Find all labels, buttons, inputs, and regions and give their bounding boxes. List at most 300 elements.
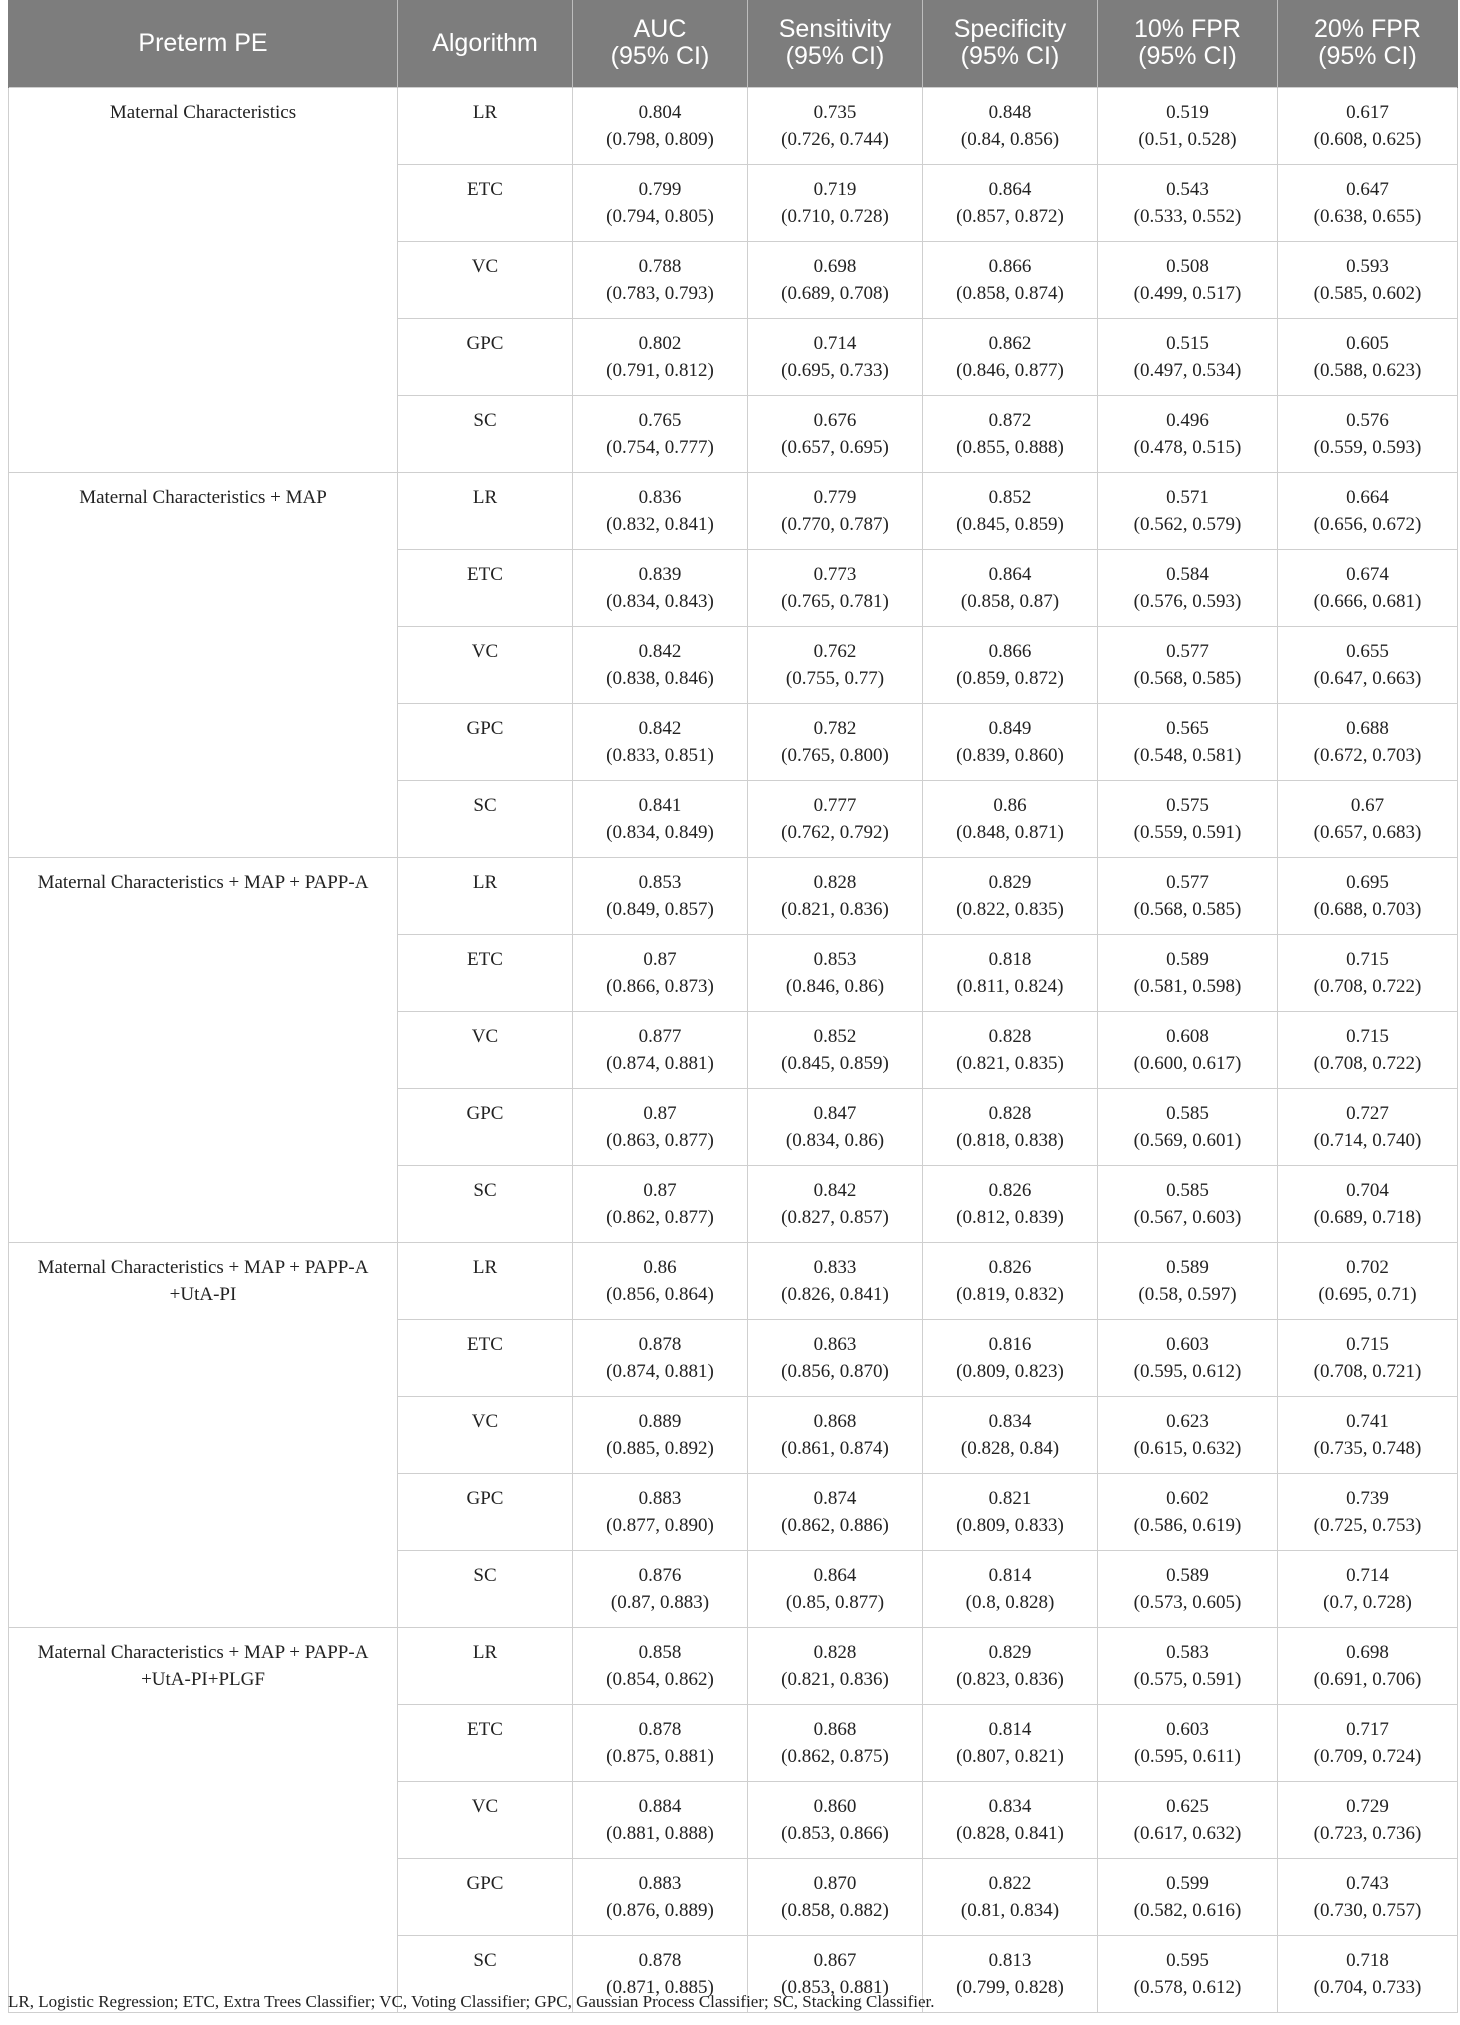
estimate-value: 0.836 (638, 486, 682, 508)
algorithm-cell: LR (398, 1242, 573, 1319)
confidence-interval: (0.848, 0.871) (956, 821, 1064, 843)
estimate-value: 0.565 (1166, 717, 1209, 739)
confidence-interval: (0.85, 0.877) (785, 1591, 885, 1613)
confidence-interval: (0.839, 0.860) (956, 744, 1064, 766)
confidence-interval: (0.871, 0.885) (606, 1976, 714, 1998)
estimate-value: 0.779 (813, 486, 857, 508)
confidence-interval: (0.576, 0.593) (1133, 590, 1242, 612)
estimate-value: 0.860 (813, 1795, 857, 1817)
confidence-interval: (0.656, 0.672) (1313, 513, 1422, 535)
confidence-interval: (0.478, 0.515) (1133, 436, 1242, 458)
confidence-interval: (0.858, 0.87) (960, 590, 1060, 612)
estimate-value: 0.849 (988, 717, 1032, 739)
algorithm-cell: ETC (398, 1704, 573, 1781)
sensitivity-cell (748, 164, 923, 241)
auc-cell (573, 1088, 748, 1165)
estimate-value: 0.816 (988, 1333, 1032, 1355)
confidence-interval: (0.828, 0.841) (956, 1822, 1064, 1844)
fpr-20-cell (1278, 164, 1458, 241)
algorithm-cell: VC (398, 1781, 573, 1858)
specificity-cell (923, 1704, 1098, 1781)
estimate-value: 0.868 (813, 1410, 857, 1432)
confidence-interval: (0.799, 0.828) (956, 1976, 1064, 1998)
estimate-value: 0.575 (1166, 794, 1209, 816)
estimate-value: 0.739 (1346, 1487, 1389, 1509)
auc-cell (573, 1165, 748, 1242)
estimate-value: 0.866 (988, 640, 1032, 662)
fpr-20-cell (1278, 1396, 1458, 1473)
confidence-interval: (0.855, 0.888) (956, 436, 1064, 458)
group-label-line: Maternal Characteristics + MAP + PAPP-A (37, 1641, 369, 1663)
auc-cell (573, 241, 748, 318)
confidence-interval: (0.834, 0.843) (606, 590, 714, 612)
header-20-fpr: 20% FPR (95% CI) (1278, 0, 1458, 87)
group-label-line: Maternal Characteristics + MAP + PAPP-A (37, 871, 369, 893)
confidence-interval: (0.708, 0.721) (1313, 1360, 1422, 1382)
confidence-interval: (0.885, 0.892) (606, 1437, 714, 1459)
sensitivity-cell (748, 395, 923, 472)
table-row (9, 857, 1458, 934)
estimate-value: 0.715 (1346, 1025, 1389, 1047)
estimate-value: 0.842 (813, 1179, 857, 1201)
confidence-interval: (0.559, 0.593) (1313, 436, 1422, 458)
auc-cell (573, 1704, 748, 1781)
confidence-interval: (0.854, 0.862) (606, 1668, 714, 1690)
header-preterm-pe: Preterm PE (9, 0, 398, 87)
estimate-value: 0.853 (638, 871, 682, 893)
confidence-interval: (0.730, 0.757) (1313, 1899, 1422, 1921)
fpr-10-cell (1098, 549, 1278, 626)
confidence-interval: (0.568, 0.585) (1133, 898, 1242, 920)
fpr-10-cell (1098, 1088, 1278, 1165)
sensitivity-cell (748, 703, 923, 780)
auc-cell (573, 318, 748, 395)
estimate-value: 0.826 (988, 1256, 1032, 1278)
group-label-cell (9, 472, 398, 857)
fpr-10-cell (1098, 934, 1278, 1011)
confidence-interval: (0.834, 0.86) (785, 1129, 885, 1151)
auc-cell (573, 857, 748, 934)
confidence-interval: (0.798, 0.809) (606, 128, 714, 150)
algorithm-cell: ETC (398, 164, 573, 241)
fpr-10-cell (1098, 1704, 1278, 1781)
fpr-20-cell (1278, 472, 1458, 549)
auc-cell (573, 1242, 748, 1319)
estimate-value: 0.698 (1346, 1641, 1389, 1663)
confidence-interval: (0.770, 0.787) (781, 513, 889, 535)
estimate-value: 0.847 (813, 1102, 857, 1124)
confidence-interval: (0.8, 0.828) (965, 1591, 1055, 1613)
estimate-value: 0.883 (638, 1487, 682, 1509)
header-row (9, 0, 1458, 87)
confidence-interval: (0.582, 0.616) (1133, 1899, 1242, 1921)
estimate-value: 0.496 (1166, 409, 1209, 431)
confidence-interval: (0.807, 0.821) (956, 1745, 1064, 1767)
confidence-interval: (0.585, 0.602) (1313, 282, 1422, 304)
fpr-20-cell (1278, 626, 1458, 703)
estimate-value: 0.741 (1346, 1410, 1389, 1432)
confidence-interval: (0.862, 0.886) (781, 1514, 889, 1536)
group-label-cell (9, 1627, 398, 2012)
sensitivity-cell (748, 626, 923, 703)
estimate-value: 0.702 (1346, 1256, 1389, 1278)
estimate-value: 0.852 (813, 1025, 857, 1047)
auc-cell (573, 1627, 748, 1704)
specificity-cell (923, 1319, 1098, 1396)
fpr-10-cell (1098, 1627, 1278, 1704)
auc-cell (573, 1396, 748, 1473)
specificity-cell (923, 703, 1098, 780)
specificity-cell (923, 857, 1098, 934)
fpr-10-cell (1098, 1319, 1278, 1396)
confidence-interval: (0.615, 0.632) (1133, 1437, 1242, 1459)
estimate-value: 0.884 (638, 1795, 682, 1817)
algorithm-cell: SC (398, 1550, 573, 1627)
estimate-value: 0.577 (1166, 871, 1209, 893)
estimate-value: 0.688 (1346, 717, 1389, 739)
algorithm-cell: GPC (398, 703, 573, 780)
sensitivity-cell (748, 857, 923, 934)
confidence-interval: (0.688, 0.703) (1313, 898, 1422, 920)
confidence-interval: (0.823, 0.836) (956, 1668, 1064, 1690)
estimate-value: 0.589 (1166, 1564, 1209, 1586)
confidence-interval: (0.81, 0.834) (960, 1899, 1060, 1921)
auc-cell (573, 549, 748, 626)
estimate-value: 0.674 (1346, 563, 1389, 585)
confidence-interval: (0.849, 0.857) (606, 898, 714, 920)
header-auc: AUC (95% CI) (573, 0, 748, 87)
confidence-interval: (0.735, 0.748) (1313, 1437, 1422, 1459)
fpr-20-cell (1278, 780, 1458, 857)
confidence-interval: (0.862, 0.875) (781, 1745, 889, 1767)
estimate-value: 0.864 (988, 563, 1032, 585)
confidence-interval: (0.858, 0.882) (781, 1899, 889, 1921)
estimate-value: 0.864 (988, 178, 1032, 200)
estimate-value: 0.867 (813, 1949, 857, 1971)
estimate-value: 0.695 (1346, 871, 1389, 893)
fpr-10-cell (1098, 395, 1278, 472)
fpr-20-cell (1278, 1319, 1458, 1396)
confidence-interval: (0.548, 0.581) (1133, 744, 1242, 766)
estimate-value: 0.589 (1166, 948, 1209, 970)
sensitivity-cell (748, 1550, 923, 1627)
algorithm-cell: SC (398, 395, 573, 472)
estimate-value: 0.878 (638, 1718, 682, 1740)
estimate-value: 0.877 (638, 1025, 682, 1047)
algorithm-cell: GPC (398, 318, 573, 395)
algorithm-cell: GPC (398, 1858, 573, 1935)
fpr-20-cell (1278, 1935, 1458, 2012)
fpr-20-cell (1278, 1473, 1458, 1550)
confidence-interval: (0.857, 0.872) (956, 205, 1064, 227)
specificity-cell (923, 626, 1098, 703)
estimate-value: 0.841 (638, 794, 682, 816)
confidence-interval: (0.821, 0.836) (781, 898, 889, 920)
specificity-cell (923, 549, 1098, 626)
estimate-value: 0.848 (988, 101, 1032, 123)
confidence-interval: (0.834, 0.849) (606, 821, 714, 843)
estimate-value: 0.647 (1346, 178, 1389, 200)
estimate-value: 0.625 (1166, 1795, 1209, 1817)
sensitivity-cell (748, 780, 923, 857)
sensitivity-cell (748, 1319, 923, 1396)
fpr-10-cell (1098, 1011, 1278, 1088)
estimate-value: 0.608 (1166, 1025, 1209, 1047)
fpr-20-cell (1278, 703, 1458, 780)
auc-cell (573, 703, 748, 780)
group-label-cell (9, 857, 398, 1242)
estimate-value: 0.729 (1346, 1795, 1389, 1817)
fpr-10-cell (1098, 1473, 1278, 1550)
specificity-cell (923, 934, 1098, 1011)
fpr-10-cell (1098, 1396, 1278, 1473)
sensitivity-cell (748, 1704, 923, 1781)
group-label-line: Maternal Characteristics + MAP (79, 486, 327, 508)
fpr-20-cell (1278, 1242, 1458, 1319)
estimate-value: 0.86 (993, 794, 1027, 816)
estimate-value: 0.773 (813, 563, 857, 585)
algorithm-cell: VC (398, 1011, 573, 1088)
fpr-10-cell (1098, 1935, 1278, 2012)
estimate-value: 0.833 (813, 1256, 857, 1278)
specificity-cell (923, 87, 1098, 164)
estimate-value: 0.623 (1166, 1410, 1209, 1432)
confidence-interval: (0.567, 0.603) (1133, 1206, 1242, 1228)
confidence-interval: (0.809, 0.833) (956, 1514, 1064, 1536)
estimate-value: 0.714 (1346, 1564, 1389, 1586)
auc-cell (573, 1858, 748, 1935)
confidence-interval: (0.809, 0.823) (956, 1360, 1064, 1382)
fpr-10-cell (1098, 472, 1278, 549)
estimate-value: 0.828 (813, 1641, 857, 1663)
algorithm-cell: LR (398, 857, 573, 934)
confidence-interval: (0.833, 0.851) (606, 744, 714, 766)
estimate-value: 0.870 (813, 1872, 857, 1894)
confidence-interval: (0.586, 0.619) (1133, 1514, 1242, 1536)
estimate-value: 0.878 (638, 1333, 682, 1355)
confidence-interval: (0.710, 0.728) (781, 205, 889, 227)
estimate-value: 0.743 (1346, 1872, 1389, 1894)
group-label-line: +UtA-PI+PLGF (141, 1668, 265, 1690)
confidence-interval: (0.87, 0.883) (610, 1591, 710, 1613)
estimate-value: 0.87 (643, 948, 677, 970)
auc-cell (573, 1550, 748, 1627)
results-table (8, 0, 1458, 2013)
confidence-interval: (0.708, 0.722) (1313, 975, 1422, 997)
confidence-interval: (0.600, 0.617) (1133, 1052, 1242, 1074)
header-sensitivity: Sensitivity (95% CI) (748, 0, 923, 87)
confidence-interval: (0.723, 0.736) (1313, 1822, 1422, 1844)
confidence-interval: (0.826, 0.841) (781, 1283, 889, 1305)
confidence-interval: (0.845, 0.859) (781, 1052, 889, 1074)
confidence-interval: (0.714, 0.740) (1313, 1129, 1422, 1151)
fpr-10-cell (1098, 318, 1278, 395)
confidence-interval: (0.877, 0.890) (606, 1514, 714, 1536)
confidence-interval: (0.58, 0.597) (1138, 1283, 1237, 1305)
estimate-value: 0.585 (1166, 1102, 1209, 1124)
algorithm-cell: SC (398, 1935, 573, 2012)
estimate-value: 0.826 (988, 1179, 1032, 1201)
algorithm-cell: VC (398, 1396, 573, 1473)
estimate-value: 0.818 (988, 948, 1032, 970)
algorithm-cell: ETC (398, 934, 573, 1011)
estimate-value: 0.872 (988, 409, 1032, 431)
group-label-line: Maternal Characteristics (109, 101, 297, 123)
estimate-value: 0.599 (1166, 1872, 1209, 1894)
algorithm-cell: ETC (398, 549, 573, 626)
estimate-value: 0.868 (813, 1718, 857, 1740)
confidence-interval: (0.754, 0.777) (606, 436, 714, 458)
group-label-line: +UtA-PI (169, 1283, 237, 1305)
sensitivity-cell (748, 1781, 923, 1858)
estimate-value: 0.862 (988, 332, 1032, 354)
estimate-value: 0.834 (988, 1795, 1032, 1817)
confidence-interval: (0.689, 0.708) (781, 282, 889, 304)
algorithm-cell: VC (398, 626, 573, 703)
estimate-value: 0.858 (638, 1641, 682, 1663)
confidence-interval: (0.859, 0.872) (956, 667, 1064, 689)
auc-cell (573, 1781, 748, 1858)
sensitivity-cell (748, 87, 923, 164)
estimate-value: 0.519 (1166, 101, 1209, 123)
confidence-interval: (0.575, 0.591) (1133, 1668, 1242, 1690)
group-label-cell (9, 87, 398, 472)
confidence-interval: (0.578, 0.612) (1133, 1976, 1242, 1998)
fpr-20-cell (1278, 87, 1458, 164)
confidence-interval: (0.708, 0.722) (1313, 1052, 1422, 1074)
estimate-value: 0.814 (988, 1564, 1032, 1586)
estimate-value: 0.717 (1346, 1718, 1389, 1740)
estimate-value: 0.821 (988, 1487, 1032, 1509)
fpr-20-cell (1278, 1858, 1458, 1935)
estimate-value: 0.874 (813, 1487, 857, 1509)
fpr-20-cell (1278, 241, 1458, 318)
confidence-interval: (0.861, 0.874) (781, 1437, 889, 1459)
estimate-value: 0.86 (643, 1256, 677, 1278)
confidence-interval: (0.874, 0.881) (606, 1360, 714, 1382)
auc-cell (573, 1473, 748, 1550)
table-row (9, 472, 1458, 549)
specificity-cell (923, 318, 1098, 395)
algorithm-cell: GPC (398, 1088, 573, 1165)
confidence-interval: (0.765, 0.781) (781, 590, 889, 612)
estimate-value: 0.584 (1166, 563, 1209, 585)
estimate-value: 0.715 (1346, 948, 1389, 970)
confidence-interval: (0.568, 0.585) (1133, 667, 1242, 689)
confidence-interval: (0.838, 0.846) (606, 667, 714, 689)
estimate-value: 0.765 (638, 409, 682, 431)
sensitivity-cell (748, 1473, 923, 1550)
confidence-interval: (0.875, 0.881) (606, 1745, 714, 1767)
confidence-interval: (0.689, 0.718) (1313, 1206, 1422, 1228)
algorithm-cell: LR (398, 472, 573, 549)
fpr-20-cell (1278, 1704, 1458, 1781)
specificity-cell (923, 1242, 1098, 1319)
estimate-value: 0.828 (813, 871, 857, 893)
confidence-interval: (0.876, 0.889) (606, 1899, 714, 1921)
confidence-interval: (0.657, 0.683) (1313, 821, 1422, 843)
confidence-interval: (0.828, 0.84) (960, 1437, 1060, 1459)
fpr-10-cell (1098, 241, 1278, 318)
sensitivity-cell (748, 1088, 923, 1165)
confidence-interval: (0.608, 0.625) (1313, 128, 1422, 150)
fpr-20-cell (1278, 1627, 1458, 1704)
estimate-value: 0.813 (988, 1949, 1032, 1971)
fpr-10-cell (1098, 1242, 1278, 1319)
estimate-value: 0.828 (988, 1102, 1032, 1124)
fpr-10-cell (1098, 626, 1278, 703)
confidence-interval: (0.647, 0.663) (1313, 667, 1422, 689)
estimate-value: 0.576 (1346, 409, 1389, 431)
specificity-cell (923, 1550, 1098, 1627)
estimate-value: 0.829 (988, 1641, 1032, 1663)
confidence-interval: (0.617, 0.632) (1133, 1822, 1242, 1844)
estimate-value: 0.842 (638, 717, 682, 739)
confidence-interval: (0.818, 0.838) (956, 1129, 1064, 1151)
confidence-interval: (0.794, 0.805) (606, 205, 714, 227)
algorithm-cell: ETC (398, 1319, 573, 1396)
confidence-interval: (0.672, 0.703) (1313, 744, 1422, 766)
specificity-cell (923, 241, 1098, 318)
confidence-interval: (0.559, 0.591) (1133, 821, 1242, 843)
confidence-interval: (0.562, 0.579) (1133, 513, 1242, 535)
estimate-value: 0.719 (813, 178, 857, 200)
fpr-10-cell (1098, 1781, 1278, 1858)
estimate-value: 0.718 (1346, 1949, 1389, 1971)
estimate-value: 0.67 (1350, 794, 1385, 816)
confidence-interval: (0.595, 0.612) (1133, 1360, 1242, 1382)
estimate-value: 0.828 (988, 1025, 1032, 1047)
fpr-20-cell (1278, 1088, 1458, 1165)
estimate-value: 0.863 (813, 1333, 857, 1355)
fpr-10-cell (1098, 87, 1278, 164)
confidence-interval: (0.783, 0.793) (606, 282, 714, 304)
auc-cell (573, 1011, 748, 1088)
confidence-interval: (0.581, 0.598) (1133, 975, 1242, 997)
results-table-container (8, 0, 1457, 2013)
confidence-interval: (0.858, 0.874) (956, 282, 1064, 304)
estimate-value: 0.583 (1166, 1641, 1209, 1663)
estimate-value: 0.602 (1166, 1487, 1209, 1509)
confidence-interval: (0.666, 0.681) (1313, 590, 1422, 612)
algorithm-cell: SC (398, 1165, 573, 1242)
auc-cell (573, 1319, 748, 1396)
confidence-interval: (0.588, 0.623) (1313, 359, 1422, 381)
estimate-value: 0.864 (813, 1564, 857, 1586)
fpr-10-cell (1098, 780, 1278, 857)
confidence-interval: (0.846, 0.877) (956, 359, 1064, 381)
sensitivity-cell (748, 241, 923, 318)
confidence-interval: (0.497, 0.534) (1133, 359, 1242, 381)
sensitivity-cell (748, 549, 923, 626)
estimate-value: 0.852 (988, 486, 1032, 508)
specificity-cell (923, 164, 1098, 241)
confidence-interval: (0.822, 0.835) (956, 898, 1064, 920)
confidence-interval: (0.821, 0.836) (781, 1668, 889, 1690)
specificity-cell (923, 395, 1098, 472)
estimate-value: 0.839 (638, 563, 682, 585)
algorithm-cell: VC (398, 241, 573, 318)
confidence-interval: (0.811, 0.824) (956, 975, 1064, 997)
sensitivity-cell (748, 1858, 923, 1935)
sensitivity-cell (748, 1011, 923, 1088)
confidence-interval: (0.533, 0.552) (1133, 205, 1242, 227)
estimate-value: 0.802 (638, 332, 682, 354)
specificity-cell (923, 472, 1098, 549)
confidence-interval: (0.791, 0.812) (606, 359, 714, 381)
sensitivity-cell (748, 934, 923, 1011)
fpr-20-cell (1278, 857, 1458, 934)
